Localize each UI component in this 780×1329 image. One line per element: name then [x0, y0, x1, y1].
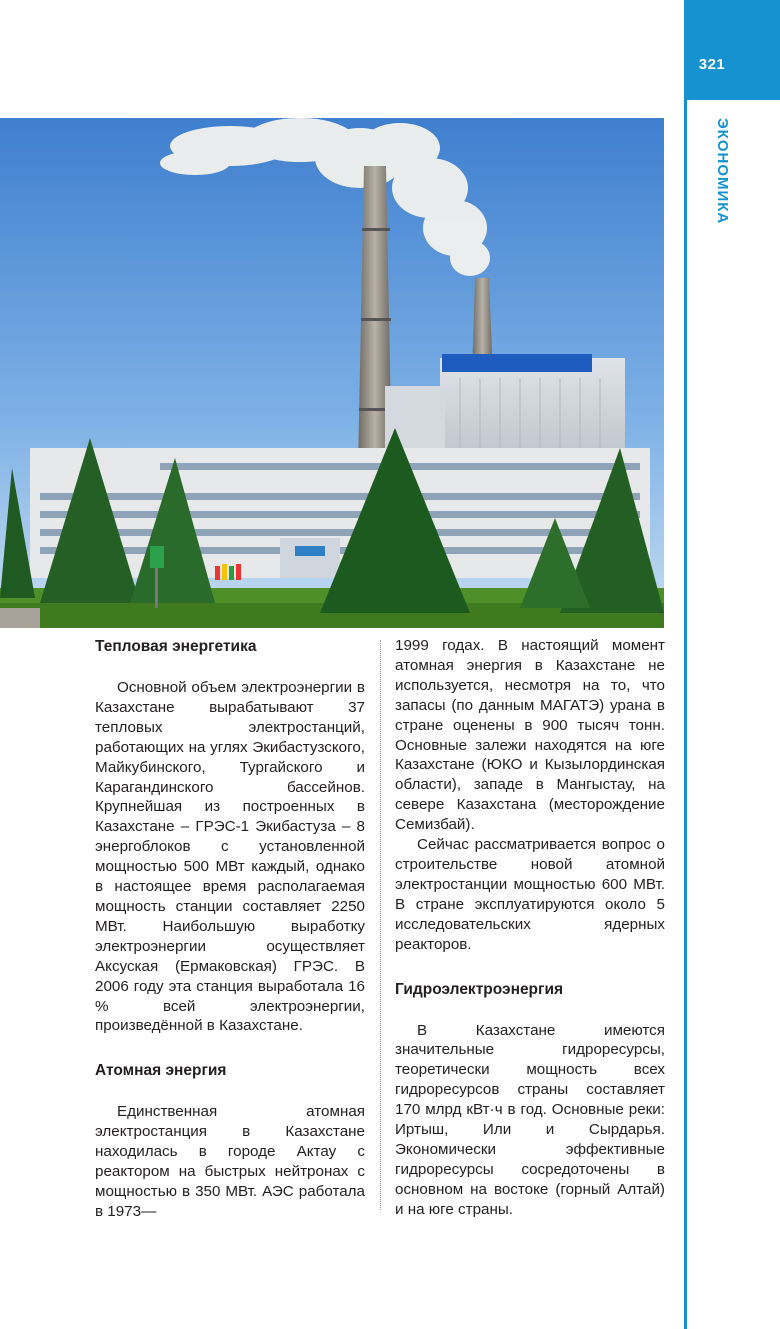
page-tab: [684, 0, 780, 100]
page-number: 321: [698, 56, 726, 73]
side-rule: [684, 100, 687, 1329]
paragraph-hydro: В Казахстане имеются значительные гидроресурсы, теоретически мощность всех гидроресурсов страны составляет 170 млрд кВт·ч в год. Основные реки: Иртыш, Или и Сырдарья. Экономически эффективные гидроресурсы сосредоточены в основном на востоке (горный Алтай) и на юге страны.: [395, 1021, 665, 1218]
company-sign: [295, 546, 325, 556]
green-sign: [150, 546, 164, 568]
heading-atomic-energy: Атомная энергия: [95, 1062, 227, 1080]
heading-thermal-energy: Тепловая энергетика: [95, 638, 257, 655]
paragraph-atomic-continued: 1999 годах. В настоящий момент атомная энергия в Казахстане не используется, несмотря на то, что запасы (по данным МАГАТЭ) урана в стране оценены в 900 тысяч тонн. Основные залежи находятся на юге Казахстане (ЮКО и Кызылординская области), западе в Мангыстау, на севере Казахстана (месторождение Семизбай).: [395, 637, 665, 834]
left-column: [95, 636, 365, 1222]
column-divider: [380, 640, 381, 1210]
paragraph-atomic-new-plant: Сейчас рассматривается вопрос о строительстве новой атомной электростанции мощностью 600 МВт. В стране эксплуатируются около 5 исследовательских ядерных реакторов.: [395, 836, 665, 953]
paragraph-thermal: Основной объем электроэнергии в Казахстане вырабатывают 37 тепловых электростанций, работающих на углях Экибастузского, Майкубинского, Тургайского и Карагандинского бассейнов. Крупнейшая из построенных в Казахстане – ГРЭС-1 Экибастуза – 8 энергоблоков с установленной мощностью 500 МВт каждый, однако в настоящее время располагаемая мощность станции составляет 2250 МВт. Наибольшую выработку электроэнергии осуществляет Аксуская (Ермаковская) ГРЭС. В 2006 году эта станция выработала 16 % всей электроэнергии, произведённой в Казахстане.: [95, 679, 365, 1035]
section-label: ЭКОНОМИКА: [714, 118, 731, 225]
power-plant-photo: [0, 118, 664, 628]
right-column: [395, 636, 665, 1220]
paragraph-atomic: Единственная атомная электростанция в Казахстане находилась в городе Актау с реактором на быстрых нейтронах с мощностью в 350 МВт. АЭС работала в 1973—: [95, 1103, 365, 1220]
heading-hydro-energy: Гидроэлектроэнергия: [395, 980, 564, 998]
